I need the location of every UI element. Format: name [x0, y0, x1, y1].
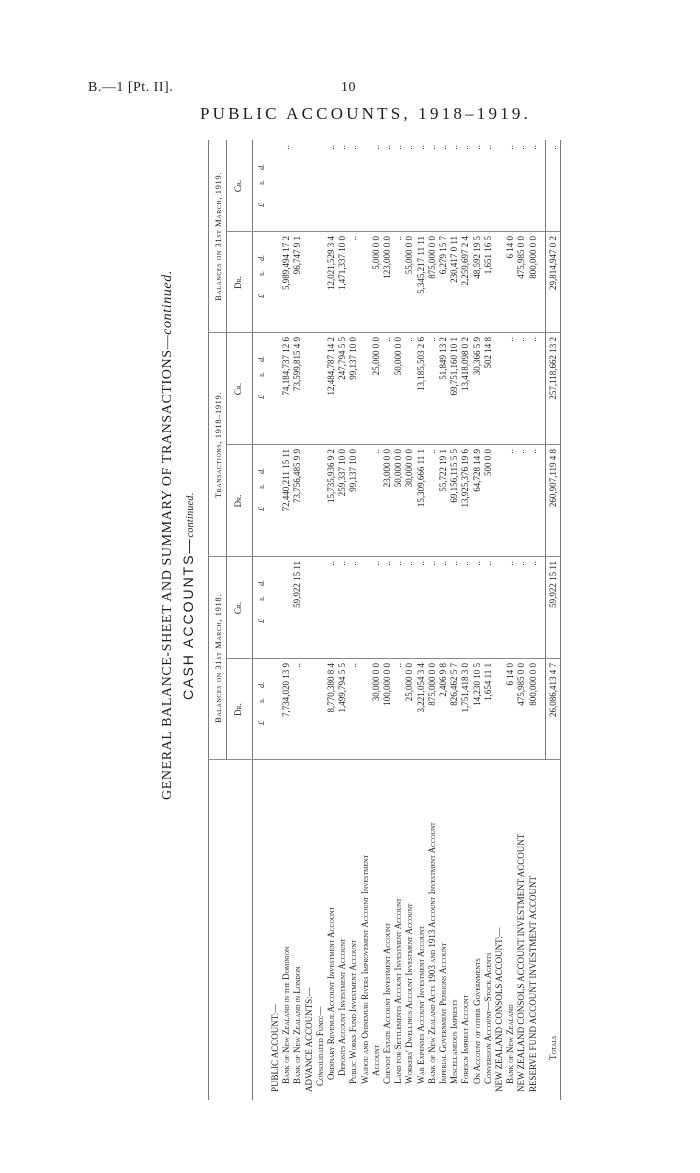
cell-cr19: ..: [348, 145, 359, 150]
cell-cr18: ..: [505, 561, 516, 566]
cell-cr18: ..: [337, 561, 348, 566]
cell-cr19: ..: [438, 145, 448, 150]
cell-trdr: 50,000 0 0: [393, 449, 404, 488]
cell-dr19: ..: [348, 236, 359, 241]
cell-cr19: ..: [382, 145, 392, 150]
group-header-balances-1919: Balances on 31st March, 1919.: [213, 172, 223, 301]
cell-cr18: ..: [460, 561, 471, 566]
cell-dr19: 123,000 0 0: [382, 236, 392, 279]
group-header-balances-1918: Balances on 31st March, 1918.: [213, 594, 223, 723]
row-label: Workers' Dwellings Account Investment Account: [404, 903, 415, 1084]
cell-trdr: 69,156,115 5 5: [449, 449, 460, 503]
cell-trdr: ..: [527, 449, 538, 454]
row-label: Cheviot Estate Account Investment Account: [382, 922, 392, 1084]
row-label: ADVANCE ACCOUNTS:—: [303, 987, 314, 1092]
cell-trcr: 74,184,737 12 6: [281, 337, 292, 396]
cell-trdr: ..: [516, 449, 527, 454]
cell-cr19: ..: [482, 145, 493, 150]
cell-cr18: ..: [382, 561, 392, 566]
cell-cr18: ..: [370, 561, 381, 566]
row-label: Bank of New Zealand in the Dominion: [281, 946, 292, 1084]
row-label: PUBLIC ACCOUNT:—: [270, 1003, 280, 1092]
cell-cr19: ..: [426, 145, 437, 150]
cell-cr19: ..: [527, 145, 538, 150]
cell-cr19: ..: [404, 145, 415, 150]
cell-cr19: ..: [516, 145, 527, 150]
cell-trdr: ..: [370, 449, 381, 454]
column-divider: [208, 556, 560, 557]
row-label: NEW ZEALAND CONSOLS ACCOUNT:—: [494, 927, 504, 1092]
currency-unit-labels: £ s. d.: [257, 681, 266, 725]
cell-cr19: ..: [370, 145, 381, 150]
total-cr18: 59,922 15 11: [548, 561, 558, 608]
cell-trcr: ..: [527, 337, 538, 342]
row-label: NEW ZEALAND CONSOLS ACCOUNT INVESTMENT ACCOUNT: [516, 833, 527, 1092]
total-dr19: 29,814,947 0 2: [548, 236, 558, 290]
cell-trcr: ..: [404, 337, 415, 342]
currency-unit-labels: £ s. d.: [257, 467, 266, 511]
cell-trcr: ..: [426, 337, 437, 342]
cell-cr18: ..: [426, 561, 437, 566]
cell-dr19: 6 14 0: [505, 236, 516, 259]
row-label: Conversion Account—Stock Agents: [482, 952, 493, 1084]
col-dr-transactions: Dr.: [233, 494, 243, 508]
page-reference: B.—1 [Pt. II].: [88, 80, 174, 95]
cell-trcr: 13,418,098 0 2: [460, 337, 471, 391]
cell-trcr: ..: [382, 337, 392, 342]
cell-trcr: 69,751,160 10 1: [449, 337, 460, 396]
row-label: RESERVE FUND ACCOUNT INVESTMENT ACCOUNT: [527, 876, 538, 1092]
cell-dr19: 800,000 0 0: [527, 236, 538, 279]
cell-trdr: 259,337 10 0: [337, 449, 348, 497]
cell-cr18: ..: [438, 561, 448, 566]
cell-dr19: 6,279 15 7: [438, 236, 448, 275]
cell-trdr: 15,309,666 11 1: [415, 449, 426, 508]
row-label: Deposits Account Investment Account: [337, 938, 348, 1076]
row-label: Account: [370, 1044, 381, 1076]
cell-cr19: ..: [415, 145, 426, 150]
cell-dr19: 1,651 16 5: [482, 236, 493, 275]
col-cr-1918: Cr.: [233, 601, 243, 615]
cell-dr18: ..: [348, 663, 359, 668]
cell-cr19: ..: [471, 145, 482, 150]
cell-trcr: 30,366 5 9: [471, 337, 482, 376]
cell-cr18: ..: [348, 561, 359, 566]
cell-trdr: 72,440,211 15 11: [281, 449, 292, 512]
total-cr19: ..: [548, 145, 558, 150]
row-label: Miscellaneous Imprests: [449, 999, 460, 1084]
cell-trdr: ..: [505, 449, 516, 454]
cell-trdr: 55,722 19 1: [438, 449, 448, 492]
cell-dr18: 100,000 0 0: [382, 663, 392, 706]
cell-cr19: ..: [449, 145, 460, 150]
cell-dr19: 12,021,529 3 4: [326, 236, 336, 290]
currency-unit-labels: £ s. d.: [257, 254, 266, 298]
cell-cr18: ..: [415, 561, 426, 566]
cell-trdr: 64,728 14 9: [471, 449, 482, 492]
cell-trdr: ..: [426, 449, 437, 454]
currency-unit-labels: £ s. d.: [257, 163, 266, 207]
cell-cr19: ..: [505, 145, 516, 150]
cell-cr18: ..: [326, 561, 336, 566]
cell-trcr: 50,000 0 0: [393, 337, 404, 376]
cell-cr18: ..: [393, 561, 404, 566]
row-label: Waihou and Ohinemuri Rivers Improvement Account Investment: [359, 854, 370, 1084]
cell-cr18: ..: [516, 561, 527, 566]
cell-trdr: 30,000 0 0: [404, 449, 415, 488]
row-label: On Account of other Governments: [471, 958, 482, 1084]
row-label: War Expenses Account Investment Account: [415, 925, 426, 1084]
row-label: Bank of New Zealand in London: [292, 966, 303, 1084]
cell-cr18: ..: [482, 561, 493, 566]
cell-dr18: 7,734,020 13 9: [281, 663, 292, 717]
currency-unit-labels: £ s. d.: [257, 355, 266, 399]
cell-cr18: ..: [471, 561, 482, 566]
cell-dr19: 1,471,337 10 0: [337, 236, 348, 290]
cell-trcr: 99,137 10 0: [348, 337, 359, 380]
cell-dr19: 5,000 0 0: [370, 236, 381, 270]
cell-cr18: ..: [449, 561, 460, 566]
group-header-transactions: Transactions, 1918–1919.: [213, 391, 223, 499]
row-label: Imperial Government Pensions Account: [438, 942, 448, 1084]
col-cr-transactions: Cr.: [233, 382, 243, 396]
rotated-balance-sheet-table: [160, 140, 580, 1100]
cell-cr19: ..: [460, 145, 471, 150]
col-cr-1919: Cr.: [233, 179, 243, 193]
cell-dr19: 2,259,697 2 4: [460, 236, 471, 286]
cell-dr18: 1,751,418 3 0: [460, 663, 471, 713]
cell-dr19: 5,989,494 17 2: [281, 236, 292, 290]
table-subtitle: CASH ACCOUNTS—continued.: [180, 492, 196, 700]
cell-dr19: 230,417 0 11: [449, 236, 460, 283]
cell-dr19: 48,592 19 5: [471, 236, 482, 279]
cell-cr19: ..: [393, 145, 404, 150]
cell-trdr: 13,925,376 19 6: [460, 449, 471, 508]
cell-dr19: 96,747 9 1: [292, 236, 303, 275]
cell-dr18: 8,770,380 8 4: [326, 663, 336, 713]
cell-trcr: 12,484,787 14 2: [326, 337, 336, 396]
table-main-title: GENERAL BALANCE-SHEET AND SUMMARY OF TRANSACTIONS—continued.: [160, 270, 175, 800]
currency-unit-labels: £ s. d.: [257, 579, 266, 623]
cell-trcr: ..: [505, 337, 516, 342]
cell-cr19: ..: [326, 145, 336, 150]
cell-dr18: 875,000 0 0: [426, 663, 437, 706]
cell-dr18: ..: [393, 663, 404, 668]
cell-trcr: 13,185,503 2 6: [415, 337, 426, 391]
cell-dr18: 6 14 0: [505, 663, 516, 686]
cell-dr18: 1,654 11 1: [482, 663, 493, 701]
page-number: 10: [341, 80, 356, 95]
cell-trdr: 500 0 0: [482, 449, 493, 476]
cell-dr19: 55,000 0 0: [404, 236, 415, 275]
column-divider: [226, 444, 560, 445]
row-label: Bank of New Zealand: [505, 1004, 516, 1084]
cell-trcr: 25,000 0 0: [370, 337, 381, 376]
row-label: Consolidated Fund:—: [314, 1006, 325, 1086]
total-dr18: 26,086,413 4 7: [548, 663, 558, 717]
cell-dr18: 826,462 5 7: [449, 663, 460, 706]
cell-trcr: 73,599,815 4 9: [292, 337, 303, 391]
cell-dr18: 14,230 10 5: [471, 663, 482, 706]
cell-dr19: ..: [393, 236, 404, 241]
cell-trdr: 99,137 10 0: [348, 449, 359, 492]
cell-dr18: ..: [292, 663, 303, 668]
row-label: Bank of New Zealand Acts 1903 and 1913 Account Investment Account: [426, 822, 437, 1084]
cell-trdr: 15,735,936 9 2: [326, 449, 336, 503]
total-trdr: 260,907,119 4 8: [548, 449, 558, 508]
row-label: Land for Settlements Account Investment Account: [393, 898, 404, 1084]
cell-dr18: 3,221,054 3 4: [415, 663, 426, 713]
row-label: Ordinary Revenue Account Investment Account: [326, 906, 336, 1080]
cell-dr18: 1,499,794 5 5: [337, 663, 348, 713]
row-label: Public Works Fund Investment Account: [348, 939, 359, 1084]
cell-trdr: 73,756,485 9 9: [292, 449, 303, 503]
row-label: Foreign Imprest Account: [460, 994, 471, 1084]
cell-cr19: ..: [281, 145, 292, 150]
cell-cr18: 59,922 15 11: [292, 561, 303, 608]
cell-trcr: 51,849 13 2: [438, 337, 448, 380]
cell-dr19: 475,985 0 0: [516, 236, 527, 279]
cell-dr18: 30,000 0 0: [370, 663, 381, 702]
cell-dr18: 475,985 0 0: [516, 663, 527, 706]
cell-trcr: 502 14 8: [482, 337, 493, 369]
page-title: PUBLIC ACCOUNTS, 1918–1919.: [200, 104, 532, 123]
totals-label: Totals: [548, 1035, 558, 1060]
cell-trcr: 247,794 5 5: [337, 337, 348, 380]
cell-dr18: 2,406 9 8: [438, 663, 448, 697]
cell-dr19: 875,000 0 0: [426, 236, 437, 279]
col-dr-1918: Dr.: [233, 703, 243, 716]
cell-dr18: 25,000 0 0: [404, 663, 415, 702]
col-dr-1919: Dr.: [233, 276, 243, 289]
cell-cr19: ..: [337, 145, 348, 150]
total-trcr: 257,118,662 13 2: [548, 337, 558, 400]
cell-cr18: ..: [527, 561, 538, 566]
cell-dr18: 800,000 0 0: [527, 663, 538, 706]
cell-dr19: 5,345,217 11 11: [415, 236, 426, 294]
totals-rule: [545, 140, 546, 760]
cell-trdr: 23,000 0 0: [382, 449, 392, 488]
cell-cr18: ..: [404, 561, 415, 566]
cell-trcr: ..: [516, 337, 527, 342]
